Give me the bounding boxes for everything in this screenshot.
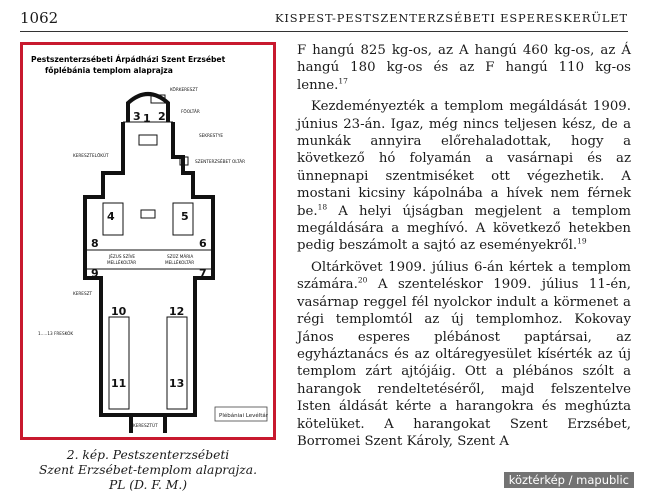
archive-stamp-text: Plébániai Levéltár bbox=[219, 413, 269, 419]
paragraph-1 bbox=[297, 42, 631, 94]
label-fooltar: FŐOLTÁR bbox=[181, 109, 200, 114]
number-1: 1 bbox=[143, 112, 151, 125]
number-4: 4 bbox=[107, 210, 115, 223]
paragraph-1-text: F hangú 825 kg-os, az A hangú 460 kg-os, az Á hangú 180 kg-os és az F hangú 110 kg-os lenne. bbox=[297, 43, 631, 93]
footnote-ref-17: 17 bbox=[338, 76, 348, 86]
caption-line3: PL (D. F. M.) bbox=[108, 478, 188, 492]
label-sekrestye: SEKRESTYE bbox=[199, 133, 224, 138]
label-jezus2: MELLÉKOLTÁR bbox=[107, 260, 137, 265]
number-11: 11 bbox=[111, 377, 127, 390]
footnote-ref-19: 19 bbox=[577, 237, 587, 247]
figure-caption bbox=[20, 448, 276, 493]
number-7: 7 bbox=[199, 267, 207, 280]
label-szuz2: MELLÉKOLTÁR bbox=[165, 260, 195, 265]
number-10: 10 bbox=[111, 305, 127, 318]
body-text-column bbox=[297, 42, 631, 450]
paragraph-3-text-a: Oltárkövet 1909. július 6-án kértek a templom számára. bbox=[297, 259, 631, 293]
label-bejarat: KERESZTÚT bbox=[133, 423, 158, 428]
paragraph-2-text-a: Kezdeményezték a templom megáldását 1909. június 23-án. Igaz, még nincs teljesen kész, de a munkák annyira előrehaladottak, hogy a következő hó folyamán a vasárnapi és az ünnepnapi szentmiséket ott végezhetik. A mostani kicsiny kápolnába a hívek nem férnek be. bbox=[297, 99, 631, 219]
number-5: 5 bbox=[181, 210, 189, 223]
label-kereszteloküt: KERESZTELŐKÚT bbox=[73, 153, 109, 158]
paragraph-3 bbox=[297, 259, 631, 450]
floor-plan-drawing bbox=[23, 45, 273, 437]
paragraph-2-text-b: A helyi újságban megjelent a templom megáldására a meghívó. A következő hetekben pedig beszámolt a sajtó az eseményekről. bbox=[297, 203, 631, 254]
number-9: 9 bbox=[91, 267, 99, 280]
paragraph-3-text-b: A szenteléskor 1909. július 11-én, vasárnap reggel fél nyolckor indult a körmenet a régi templomtól az új templomhoz. Kokovay János esperes plébánost paptársai, az egyháztanács és az oltáregyesület kísérték az új templom zárt ajtójáig. Ott a plébános szólt a harangok rendeltetéséről, majd felszentelve Isten áldását kérte a harangokra és meghúzta kötelüket. A harangokat Szent Erzsébet, Borromei Szent Károly, Szent A bbox=[297, 277, 631, 449]
label-korkereszt: KÖRKERESZT bbox=[170, 87, 198, 92]
plan-title-line1: Pestszenterzsébeti Árpádházi Szent Erzsébet bbox=[31, 55, 226, 64]
floor-plan-figure bbox=[20, 42, 276, 440]
footnote-ref-20: 20 bbox=[357, 275, 368, 285]
paragraph-2 bbox=[297, 98, 631, 255]
plan-title-line2: főplébánia templom alaprajza bbox=[45, 66, 173, 75]
archive-stamp bbox=[215, 407, 269, 421]
number-2: 2 bbox=[158, 110, 166, 123]
number-12: 12 bbox=[169, 305, 185, 318]
page-number: 1062 bbox=[20, 9, 59, 27]
number-13: 13 bbox=[169, 377, 185, 390]
running-title: KISPEST-PESTSZENTERZSÉBETI ESPERESKERÜLET bbox=[274, 11, 628, 25]
header-rule bbox=[20, 31, 628, 32]
number-8: 8 bbox=[91, 237, 99, 250]
label-kereszt: KERESZT bbox=[73, 291, 93, 296]
label-freskok: 1.....13 FRESKÓK bbox=[38, 331, 74, 336]
footnote-ref-18: 18 bbox=[317, 202, 328, 212]
label-jezus1: JÉZUS SZÍVE bbox=[109, 254, 136, 259]
watermark: köztérkép / mapublic bbox=[504, 472, 634, 488]
caption-line1: 2. kép. Pestszenterzsébeti bbox=[66, 448, 230, 462]
label-szuz1: SZŰZ MÁRIA bbox=[167, 254, 194, 259]
number-3: 3 bbox=[133, 110, 141, 123]
number-6: 6 bbox=[199, 237, 207, 250]
label-szenterzsebet: SZENTERZSÉBET OLTÁR bbox=[195, 159, 246, 164]
caption-line2: Szent Erzsébet-templom alaprajza. bbox=[39, 463, 257, 477]
